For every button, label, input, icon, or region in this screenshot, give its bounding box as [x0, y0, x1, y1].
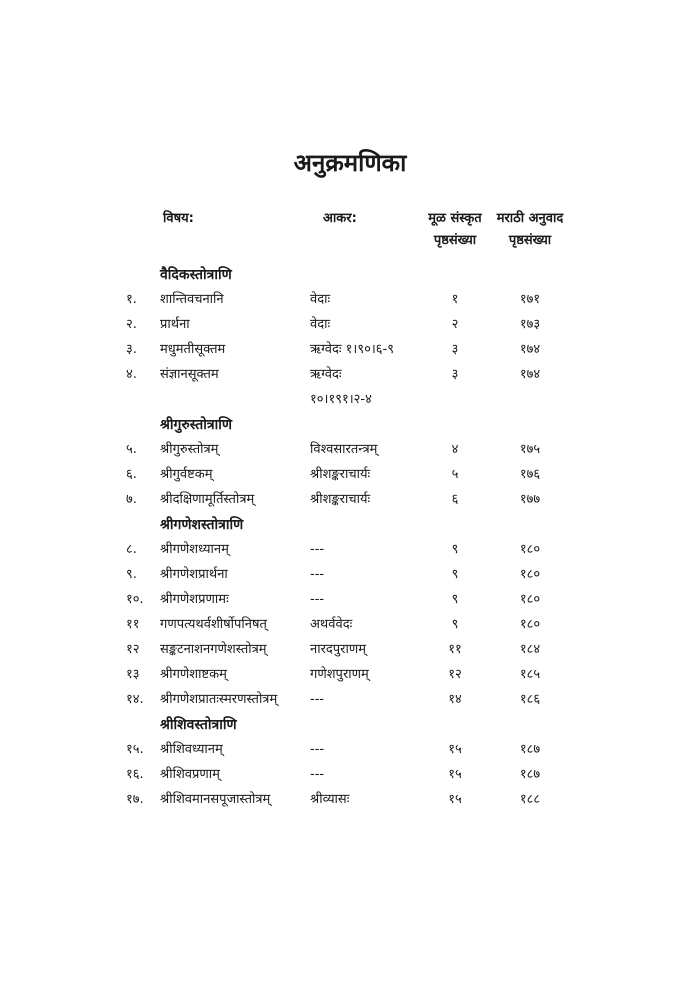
item-source: श्रीशङ्कराचार्यः: [310, 492, 371, 507]
item-source: ऋग्वेदः १।९०।६-९: [310, 342, 394, 357]
item-sanskrit-page: १: [451, 292, 459, 307]
toc-row: [0, 363, 700, 387]
toc-row: [0, 688, 700, 712]
page-title: अनुक्रमणिका: [293, 149, 407, 177]
item-source: गणेशपुराणम्: [310, 667, 369, 682]
header-marathi-page: [482, 208, 578, 252]
item-marathi-page: १७४: [519, 367, 541, 382]
item-number: २.: [126, 317, 137, 332]
toc-row: [0, 288, 700, 312]
item-sanskrit-page: ४: [451, 442, 459, 457]
item-marathi-page: १८०: [519, 567, 541, 582]
item-source: ऋग्वेदः: [310, 367, 342, 382]
item-subject: श्रीशिवप्रणाम्: [160, 767, 220, 782]
item-marathi-page: १७१: [519, 292, 541, 307]
item-sanskrit-page: १२: [448, 667, 462, 682]
item-marathi-page: १८७: [519, 742, 541, 757]
item-subject: श्रीगणेशध्यानम्: [160, 542, 229, 557]
item-source: ---: [310, 692, 325, 707]
item-marathi-page: १८६: [519, 692, 541, 707]
section-heading: श्रीगुरुस्तोत्राणि: [160, 417, 232, 433]
toc-row: [0, 438, 700, 462]
toc-row: [0, 538, 700, 562]
item-sanskrit-page: ९: [451, 617, 459, 632]
item-marathi-page: १७६: [519, 467, 541, 482]
item-source: वेदाः: [310, 317, 331, 332]
item-marathi-page: १८४: [519, 642, 541, 657]
item-sanskrit-page: २: [451, 317, 459, 332]
item-subject: श्रीगणेशाष्टकम्: [160, 667, 227, 682]
item-source: ---: [310, 742, 325, 757]
section-heading: श्रीगणेशस्तोत्राणि: [160, 517, 244, 533]
item-number: ७.: [126, 492, 137, 507]
item-marathi-page: १८०: [519, 592, 541, 607]
item-sanskrit-page: ५: [451, 467, 459, 482]
item-sanskrit-page: ३: [451, 342, 459, 357]
section-heading: वैदिकस्तोत्राणि: [160, 267, 232, 283]
item-sanskrit-page: ६: [451, 492, 459, 507]
item-subject: सङ्कटनाशनगणेशस्तोत्रम्: [160, 642, 267, 657]
item-source: नारदपुराणम्: [310, 642, 367, 657]
item-marathi-page: १८७: [519, 767, 541, 782]
item-subject: श्रीशिवमानसपूजास्तोत्रम्: [160, 792, 271, 807]
item-subject: श्रीगुरुस्तोत्रम्: [160, 442, 219, 457]
item-subject: श्रीगुर्वष्टकम्: [160, 467, 213, 482]
toc-row: [0, 613, 700, 637]
item-number: ३.: [126, 342, 137, 357]
header-marathi-line1: मराठी अनुवाद: [496, 211, 564, 226]
item-number: ४.: [126, 367, 137, 382]
toc-row: [0, 588, 700, 612]
toc-row: [0, 638, 700, 662]
item-subject: श्रीगणेशप्रातःस्मरणस्तोत्रम्: [160, 692, 278, 707]
toc-row: [0, 338, 700, 362]
item-number: १०.: [126, 592, 144, 607]
item-number: १२: [126, 642, 140, 657]
item-subject: मधुमतीसूक्तम: [160, 342, 226, 357]
item-marathi-page: १७७: [519, 492, 541, 507]
item-source: ---: [310, 542, 325, 557]
toc-row: [0, 488, 700, 512]
item-number: ८.: [126, 542, 137, 557]
item-sanskrit-page: ३: [451, 367, 459, 382]
item-sanskrit-page: १५: [448, 767, 462, 782]
item-subject: शान्तिवचनानि: [160, 292, 224, 307]
item-sanskrit-page: ९: [451, 567, 459, 582]
item-marathi-page: १८५: [519, 667, 541, 682]
item-number: ११: [126, 617, 140, 632]
header-source: आकर:: [323, 211, 357, 226]
item-subject: श्रीशिवध्यानम्: [160, 742, 223, 757]
toc-row: [0, 663, 700, 687]
toc-row: [0, 788, 700, 812]
header-sanskrit-line2: पृष्ठसंख्या: [433, 233, 477, 248]
toc-row: [0, 738, 700, 762]
item-sanskrit-page: १५: [448, 742, 462, 757]
item-subject: प्रार्थना: [160, 317, 190, 332]
item-source: विश्वसारतन्त्रम्: [310, 442, 378, 457]
item-sanskrit-page: १४: [448, 692, 462, 707]
section-heading: श्रीशिवस्तोत्राणि: [160, 717, 237, 733]
toc-row: [0, 313, 700, 337]
item-marathi-page: १७५: [519, 442, 541, 457]
item-sanskrit-page: ९: [451, 592, 459, 607]
item-number: १४.: [126, 692, 144, 707]
item-number: १.: [126, 292, 137, 307]
item-marathi-page: १८०: [519, 617, 541, 632]
item-subject: संज्ञानसूक्तम: [160, 367, 219, 382]
header-subject: विषय:: [163, 211, 194, 226]
item-subject: श्रीगणेशप्रार्थना: [160, 567, 228, 582]
item-marathi-page: १८८: [519, 792, 541, 807]
header-sanskrit-line1: मूळ संस्कृत: [428, 211, 482, 226]
item-source: अथर्ववेदः: [310, 617, 353, 632]
item-subject: गणपत्यथर्वशीर्षोपनिषत्: [160, 617, 267, 632]
toc-row: [0, 563, 700, 587]
item-sanskrit-page: ९: [451, 542, 459, 557]
item-source: ---: [310, 767, 325, 782]
item-source: श्रीव्यासः: [310, 792, 350, 807]
item-number: ६.: [126, 467, 137, 482]
source-continuation: १०।१९१।२-४: [310, 392, 372, 407]
item-subject: श्रीगणेशप्रणामः: [160, 592, 229, 607]
item-number: ५.: [126, 442, 137, 457]
item-source: श्रीशङ्कराचार्यः: [310, 467, 371, 482]
item-number: १७.: [126, 792, 144, 807]
item-sanskrit-page: ११: [448, 642, 462, 657]
item-source: वेदाः: [310, 292, 331, 307]
header-marathi-line2: पृष्ठसंख्या: [508, 233, 552, 248]
toc-row: [0, 763, 700, 787]
item-marathi-page: १८०: [519, 542, 541, 557]
item-marathi-page: १७३: [519, 317, 541, 332]
item-number: १५.: [126, 742, 144, 757]
item-source: ---: [310, 567, 325, 582]
toc-row: [0, 463, 700, 487]
item-source: ---: [310, 592, 325, 607]
item-sanskrit-page: १५: [448, 792, 462, 807]
item-number: ९.: [126, 567, 137, 582]
item-marathi-page: १७४: [519, 342, 541, 357]
item-number: १६.: [126, 767, 144, 782]
item-number: १३: [126, 667, 140, 682]
item-subject: श्रीदक्षिणामूर्तिस्तोत्रम्: [160, 492, 255, 507]
